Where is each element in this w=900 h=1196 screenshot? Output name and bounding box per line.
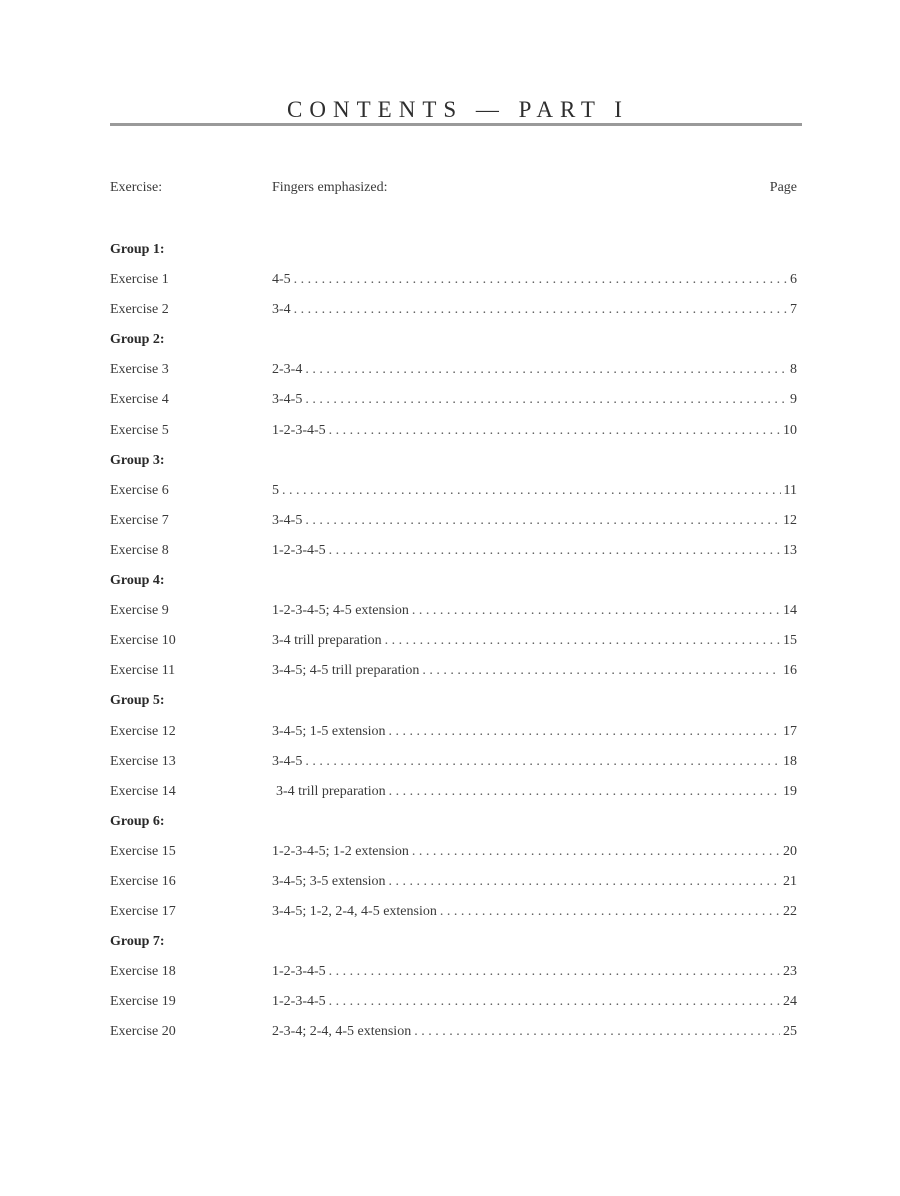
entry-line [272,416,797,446]
dot-leader [305,385,787,415]
page-number: 16 [783,663,797,679]
dot-leader [305,747,780,777]
page-number: 17 [783,723,797,739]
fingers-emphasized: 3-4 [272,302,291,318]
exercise-name: Exercise 13 [110,753,176,769]
page-number: 15 [783,633,797,649]
group-heading [110,927,797,957]
exercise-name: Exercise 16 [110,873,176,889]
fingers-emphasized: 3-4-5; 4-5 trill preparation [272,663,420,679]
fingers-emphasized: 3-4-5; 1-2, 2-4, 4-5 extension [272,904,437,920]
exercise-name: Exercise 7 [110,512,169,528]
group-label: Group 6: [110,813,165,829]
entry-line [272,265,797,295]
exercise-name: Exercise 19 [110,994,176,1010]
group-label: Group 2: [110,332,165,348]
header-exercise: Exercise: [110,180,163,195]
group-label: Group 4: [110,573,165,589]
dot-leader [282,476,781,506]
entry-line [272,837,797,867]
dot-leader [440,897,780,927]
exercise-name: Exercise 14 [110,783,176,799]
exercise-name: Exercise 1 [110,272,169,288]
fingers-emphasized: 1-2-3-4-5 [272,964,326,980]
page-number: 20 [783,843,797,859]
group-heading [110,686,797,716]
dot-leader [412,837,780,867]
entry-line [272,385,797,415]
page-number: 24 [783,994,797,1010]
page-number: 6 [790,272,797,288]
toc-entry [110,265,797,295]
entry-line [272,295,797,325]
page-number: 23 [783,964,797,980]
dot-leader [305,506,780,536]
exercise-name: Exercise 6 [110,482,169,498]
fingers-emphasized: 2-3-4 [272,362,303,378]
exercise-name: Exercise 3 [110,362,169,378]
column-headers [110,180,797,200]
dot-leader [294,295,787,325]
entry-line [272,1017,797,1047]
entry-line [272,777,797,807]
dot-leader [329,416,780,446]
toc-entry [110,777,797,807]
dot-leader [389,717,780,747]
toc-entry [110,656,797,686]
entry-line [272,987,797,1017]
toc-entry [110,957,797,987]
exercise-name: Exercise 17 [110,904,176,920]
page-number: 7 [790,302,797,318]
fingers-emphasized: 1-2-3-4-5; 4-5 extension [272,603,409,619]
toc-entry [110,596,797,626]
exercise-name: Exercise 10 [110,633,176,649]
exercise-name: Exercise 2 [110,302,169,318]
dot-leader [294,265,787,295]
page-number: 18 [783,753,797,769]
entry-line [272,355,797,385]
entry-line [272,957,797,987]
fingers-emphasized: 1-2-3-4-5; 1-2 extension [272,843,409,859]
fingers-emphasized: 2-3-4; 2-4, 4-5 extension [272,1024,412,1040]
group-label: Group 3: [110,452,165,468]
exercise-name: Exercise 18 [110,964,176,980]
page-number: 22 [783,904,797,920]
page-number: 11 [783,482,797,498]
fingers-emphasized: 1-2-3-4-5 [272,994,326,1010]
fingers-emphasized: 1-2-3-4-5 [272,542,326,558]
dot-leader [385,626,780,656]
exercise-name: Exercise 9 [110,603,169,619]
dot-leader [422,656,780,686]
page-number: 13 [783,542,797,558]
toc-entry [110,837,797,867]
dot-leader [414,1017,780,1047]
toc-entry [110,506,797,536]
page-number: 12 [783,512,797,528]
toc-entry [110,897,797,927]
group-heading [110,325,797,355]
exercise-name: Exercise 12 [110,723,176,739]
header-page: Page [769,180,797,195]
page-number: 19 [783,783,797,799]
page-number: 14 [783,603,797,619]
page-number: 25 [783,1024,797,1040]
dot-leader [329,987,780,1017]
toc-entry [110,476,797,506]
toc-entry [110,987,797,1017]
toc-entry [110,747,797,777]
fingers-emphasized: 3-4-5 [272,512,303,528]
dot-leader [389,777,780,807]
exercise-name: Exercise 4 [110,392,169,408]
group-label: Group 7: [110,934,165,950]
dot-leader [389,867,780,897]
toc-entry [110,416,797,446]
dot-leader [329,957,780,987]
entry-line [272,536,797,566]
group-label: Group 1: [110,242,165,257]
page-title: CONTENTS — PART I [287,97,629,123]
toc-entry [110,626,797,656]
exercise-name: Exercise 11 [110,663,176,679]
entry-line [272,747,797,777]
entry-line [272,596,797,626]
page-number: 8 [790,362,797,378]
fingers-emphasized: 4-5 [272,272,291,288]
entry-line [272,867,797,897]
toc-entry [110,536,797,566]
group-heading [110,807,797,837]
entry-line [272,717,797,747]
page-number: 10 [783,422,797,438]
dot-leader [329,536,780,566]
toc-entry [110,867,797,897]
fingers-emphasized: 3-4-5; 1-5 extension [272,723,386,739]
header-fingers: Fingers emphasized: [272,180,388,195]
fingers-emphasized: 3-4-5; 3-5 extension [272,873,386,889]
fingers-emphasized: 3-4 trill preparation [276,783,386,799]
fingers-emphasized: 1-2-3-4-5 [272,422,326,438]
toc-entry [110,1017,797,1047]
entry-line [272,897,797,927]
title-divider [110,123,802,126]
exercise-name: Exercise 20 [110,1024,176,1040]
fingers-emphasized: 5 [272,482,279,498]
entry-line [272,656,797,686]
fingers-emphasized: 3-4-5 [272,392,303,408]
page-number: 21 [783,873,797,889]
entry-line [272,626,797,656]
exercise-name: Exercise 8 [110,542,169,558]
dot-leader [305,355,787,385]
table-of-contents [110,235,797,1048]
fingers-emphasized: 3-4-5 [272,753,303,769]
toc-entry [110,717,797,747]
group-heading [110,446,797,476]
exercise-name: Exercise 15 [110,843,176,859]
fingers-emphasized: 3-4 trill preparation [272,633,382,649]
group-label: Group 5: [110,693,165,709]
toc-entry [110,385,797,415]
group-heading [110,235,797,265]
entry-line [272,506,797,536]
dot-leader [412,596,780,626]
toc-entry [110,295,797,325]
page-number: 9 [790,392,797,408]
entry-line [272,476,797,506]
group-heading [110,566,797,596]
exercise-name: Exercise 5 [110,422,169,438]
toc-entry [110,355,797,385]
